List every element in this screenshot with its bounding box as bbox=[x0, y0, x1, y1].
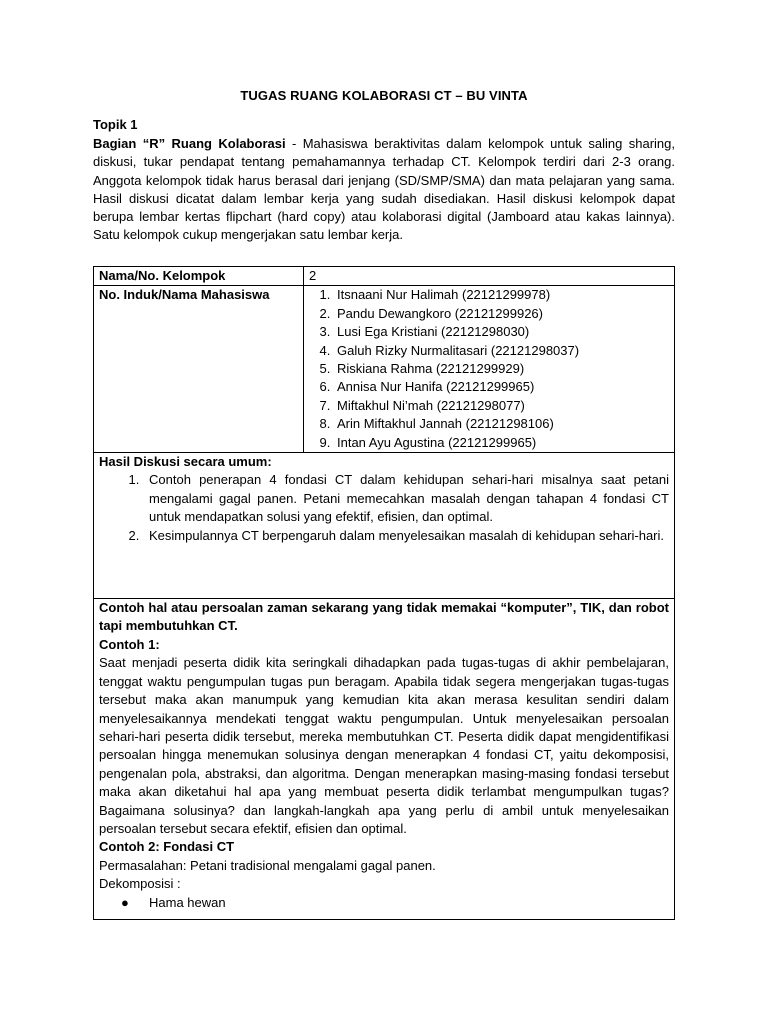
document-title: TUGAS RUANG KOLABORASI CT – BU VINTA bbox=[240, 88, 528, 103]
intro-text: - Mahasiswa beraktivitas dalam kelompok untuk saling sharing, diskusi, tukar pendapat tentang pemahamannya terhadap CT. Kelompok terdiri dari 2-3 orang. Anggota kelompok tidak harus berasal dari jenjang (SD/SMP/SMA) dan mata pelajaran yang sama. Hasil diskusi dicatat dalam lembar kerja yang sudah disediakan. Hasil diskusi kelompok dapat berupa lembar kertas flipchart (hard copy) atau kolaborasi digital (Jamboard atau kakas lainnya). Satu kelompok cukup mengerjakan satu lembar kerja. bbox=[93, 136, 675, 243]
member-item: 9. Intan Ayu Agustina (22121299965) bbox=[334, 434, 669, 452]
topic-heading: Topik 1 bbox=[93, 117, 138, 132]
hasil-list bbox=[99, 471, 669, 545]
contoh2-title: Contoh 2: Fondasi CT bbox=[99, 839, 235, 855]
members-label: No. Induk/Nama Mahasiswa bbox=[94, 286, 304, 453]
intro-bold-label: Bagian “R” Ruang Kolaborasi bbox=[93, 136, 286, 151]
hasil-item: 1. Contoh penerapan 4 fondasi CT dalam kehidupan sehari-hari misalnya saat petani mengalami gagal panen. Petani memecahkan masalah dengan tahapan 4 fondasi CT untuk mendapatkan solusi yang efektif, efisien, dan optimal. bbox=[143, 471, 669, 526]
member-item: 3. Lusi Ega Kristiani (22121298030) bbox=[334, 323, 669, 341]
member-item: 8. Arin Miftakhul Jannah (22121298106) bbox=[334, 415, 669, 433]
hasil-cell bbox=[94, 453, 675, 599]
member-item: 5. Riskiana Rahma (22121299929) bbox=[334, 360, 669, 378]
table-row bbox=[94, 599, 675, 920]
dekomposisi-list bbox=[99, 894, 669, 912]
contoh1-title: Contoh 1: bbox=[99, 636, 160, 652]
group-label: Nama/No. Kelompok bbox=[94, 267, 304, 286]
contoh-title: Contoh hal atau persoalan zaman sekarang yang tidak memakai “komputer”, TIK, dan robot tapi membutuhkan CT. bbox=[99, 600, 669, 634]
dekomposisi-item-text: Hama hewan bbox=[149, 894, 226, 910]
permasalahan-text: Permasalahan: Petani tradisional mengalami gagal panen. bbox=[99, 857, 436, 873]
worksheet-table bbox=[93, 266, 675, 920]
member-item: 1. Itsnaani Nur Halimah (22121299978) bbox=[334, 286, 669, 304]
member-item: 4. Galuh Rizky Nurmalitasari (22121298037) bbox=[334, 342, 669, 360]
group-value: 2 bbox=[304, 267, 675, 286]
hasil-title: Hasil Diskusi secara umum: bbox=[99, 454, 272, 470]
members-list bbox=[309, 286, 669, 452]
contoh-cell bbox=[94, 599, 675, 920]
dekomposisi-item bbox=[121, 894, 669, 912]
table-row bbox=[94, 453, 675, 599]
hasil-item: 2. Kesimpulannya CT berpengaruh dalam menyelesaikan masalah di kehidupan sehari-hari. bbox=[143, 527, 669, 545]
dekomposisi-label: Dekomposisi : bbox=[99, 876, 181, 892]
table-row bbox=[94, 286, 675, 453]
table-row bbox=[94, 267, 675, 286]
bullet-icon: ● bbox=[121, 894, 129, 910]
member-item: 2. Pandu Dewangkoro (22121299926) bbox=[334, 305, 669, 323]
member-item: 6. Annisa Nur Hanifa (22121299965) bbox=[334, 378, 669, 396]
intro-paragraph bbox=[93, 135, 675, 245]
member-item: 7. Miftakhul Ni’mah (22121298077) bbox=[334, 397, 669, 415]
members-cell bbox=[304, 286, 675, 453]
contoh1-text: Saat menjadi peserta didik kita seringkali dihadapkan pada tugas-tugas di akhir pembelajaran, tenggat waktu pengumpulan tugas pun beragam. Apabila tidak segera mengerjakan tugas-tugas tersebut maka akan manumpuk yang kemudian kita akan merasa kesulitan sendiri dalam menyelesaikannya mendekati tenggat waktu pengumpulan. Untuk menyelesaikan persoalan sehari-hari peserta didik tersebut, mereka membutuhkan CT. Peserta didik dapat mengidentifikasi persoalan hingga menemukan solusinya dengan menerapkan 4 fondasi CT, yaitu dekomposisi, pengenalan pola, abstraksi, dan algoritma. Dengan menerapkan masing-masing fondasi tersebut maka akan diketahui hal apa yang membuat peserta didik terlambat mengumpulkan tugas? Bagaimana solusinya? dan langkah-langkah apa yang perlu di ambil untuk menyelesaikan persoalan tersebut secara efektif, efisien dan optimal. bbox=[99, 655, 669, 836]
